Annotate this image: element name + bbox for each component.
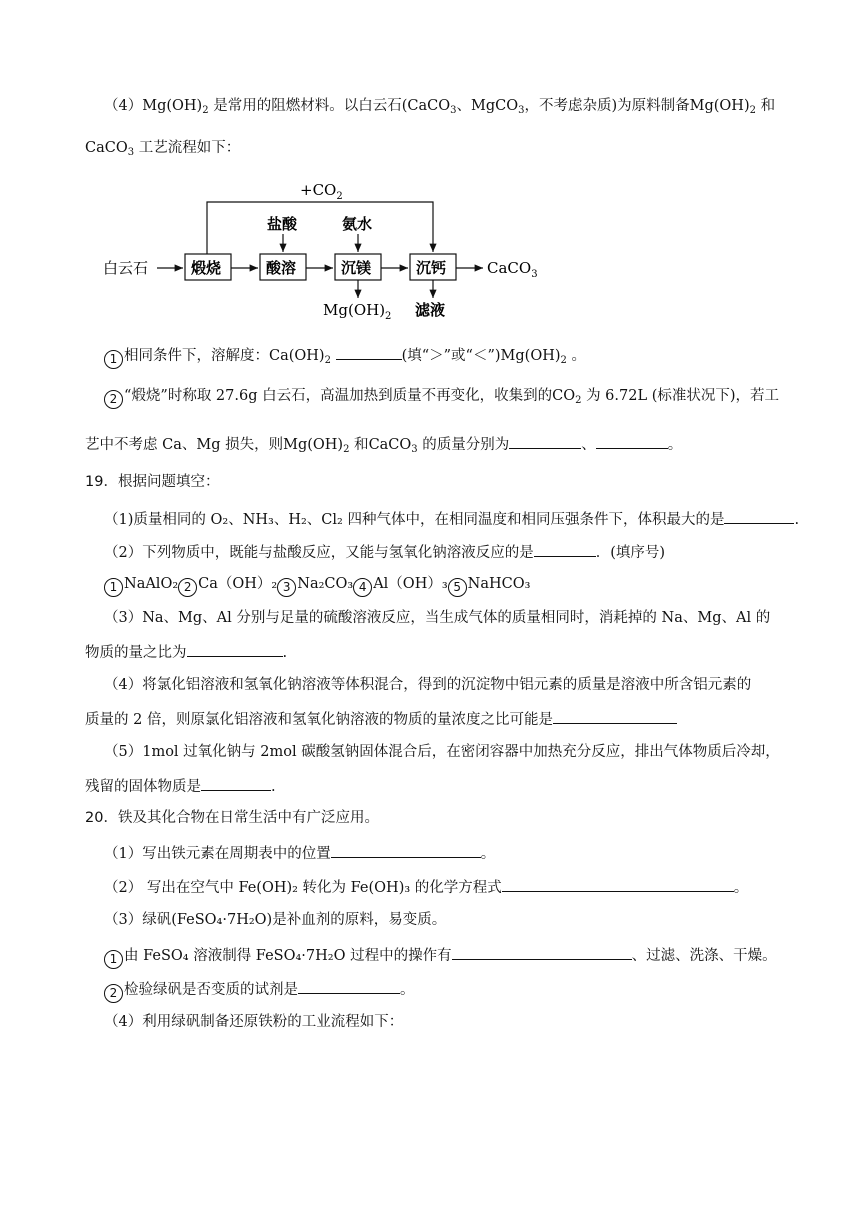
q18-sub2-line2: 艺中不考虑 Ca、Mg 损失，则$Mg(OH)_2$ 和CaCO$_3$ 的质量分别为 、 。 bbox=[85, 433, 682, 455]
q18-line-2: CaCO$_3$ 工艺流程如下： bbox=[85, 140, 241, 158]
q18-sub2-line1: 2 “煅烧”时称取 27.6g 白云石，高温加热到质量不再变化，收集到的$CO_2$ 为 6.72L (标准状况下)，若工 bbox=[104, 386, 779, 409]
q19-title: 19．根据问题填空： bbox=[85, 474, 220, 490]
answer-blank[interactable] bbox=[187, 641, 283, 657]
q19-options: 1 NaAlO₂ 2 Ca（OH）₂ 3 Na₂CO₃ 4 Al（OH）₃ 5 NaHCO₃ bbox=[104, 574, 530, 597]
answer-blank[interactable] bbox=[452, 944, 632, 960]
hcl-label: 盐酸 bbox=[267, 215, 298, 233]
q19-part4-line1: （4）将氯化铝溶液和氢氧化钠溶液等体积混合，得到的沉淀物中铝元素的质量是溶液中所含铝元素的 bbox=[104, 677, 752, 693]
q19-part3-line1: （3）Na、Mg、Al 分别与足量的硫酸溶液反应，当生成气体的质量相同时，消耗掉的 Na、Mg、Al 的 bbox=[104, 610, 771, 626]
caco3-product: CaCO$_3$ bbox=[487, 259, 538, 280]
svg-text:沉钙: 沉钙 bbox=[416, 259, 447, 277]
q20-title: 20．铁及其化合物在日常生活中有广泛应用。 bbox=[85, 810, 379, 826]
q18-sub1: 1 相同条件下，溶解度：$Ca(OH)_2$ (填“＞”或“$<”)Mg(OH)_2$ 。 bbox=[104, 344, 586, 369]
svg-text:沉镁: 沉镁 bbox=[341, 259, 372, 277]
co2-label: $+CO_2$ bbox=[300, 181, 343, 202]
q20-part4: （4）利用绿矾制备还原铁粉的工业流程如下： bbox=[104, 1014, 404, 1030]
answer-blank[interactable] bbox=[336, 344, 402, 360]
answer-blank[interactable] bbox=[724, 508, 794, 524]
answer-blank[interactable] bbox=[201, 775, 271, 791]
q20-part1: （1）写出铁元素在周期表中的位置 。 bbox=[104, 842, 495, 864]
dolomite-label: 白云石 bbox=[103, 259, 149, 277]
q19-part3-line2: 物质的量之比为 . bbox=[85, 641, 287, 663]
q19-part4-line2: 质量的 2 倍，则原氯化铝溶液和氢氧化钠溶液的物质的量浓度之比可能是 bbox=[85, 708, 677, 730]
q19-part2: （2）下列物质中，既能与盐酸反应，又能与氢氧化钠溶液反应的是 ．(填序号) bbox=[104, 541, 665, 563]
q20-part3-sub2: 2 检验绿矾是否变质的试剂是 。 bbox=[104, 978, 415, 1003]
answer-blank[interactable] bbox=[553, 708, 677, 724]
q18-line-1: $(4)Mg(OH)_2$ 是常用的阻燃材料。以白云石(CaCO$_3$、MgCO$_3$，不考虑杂质)为原料制备$Mg(OH)_2$ 和 bbox=[104, 98, 776, 116]
ammonia-label: 氨水 bbox=[342, 215, 373, 233]
svg-text:煅烧: 煅烧 bbox=[191, 259, 222, 277]
q19-part1: （1)质量相同的 O₂、NH₃、H₂、Cl₂ 四种气体中，在相同温度和相同压强条件下，体积最大的是 . bbox=[104, 508, 799, 530]
q19-part5-line2: 残留的固体物质是 . bbox=[85, 775, 276, 797]
co2-loop-line bbox=[207, 202, 433, 254]
answer-blank[interactable] bbox=[331, 842, 481, 858]
answer-blank[interactable] bbox=[298, 978, 400, 994]
svg-text:酸溶: 酸溶 bbox=[266, 259, 297, 277]
q20-part3: （3）绿矾(FeSO₄·7H₂O)是补血剂的原料，易变质。 bbox=[104, 912, 447, 928]
answer-blank[interactable] bbox=[502, 876, 734, 892]
answer-blank[interactable] bbox=[596, 433, 668, 449]
q19-part5-line1: （5）1mol 过氧化钠与 2mol 碳酸氢钠固体混合后，在密闭容器中加热充分反应，排出气体物质后冷却， bbox=[104, 744, 780, 760]
answer-blank[interactable] bbox=[534, 541, 596, 557]
q20-part3-sub1: 1 由 FeSO₄ 溶液制得 FeSO₄·7H₂O 过程中的操作有 、过滤、洗涤、干燥。 bbox=[104, 944, 777, 969]
q20-part2: （2） 写出在空气中 Fe(OH)₂ 转化为 Fe(OH)₃ 的化学方程式 。 bbox=[104, 876, 748, 898]
mgoh2-product: $Mg(OH)_2$ bbox=[323, 301, 392, 322]
filtrate-product: 滤液 bbox=[415, 301, 446, 319]
answer-blank[interactable] bbox=[509, 433, 581, 449]
process-flow-diagram bbox=[95, 172, 555, 322]
